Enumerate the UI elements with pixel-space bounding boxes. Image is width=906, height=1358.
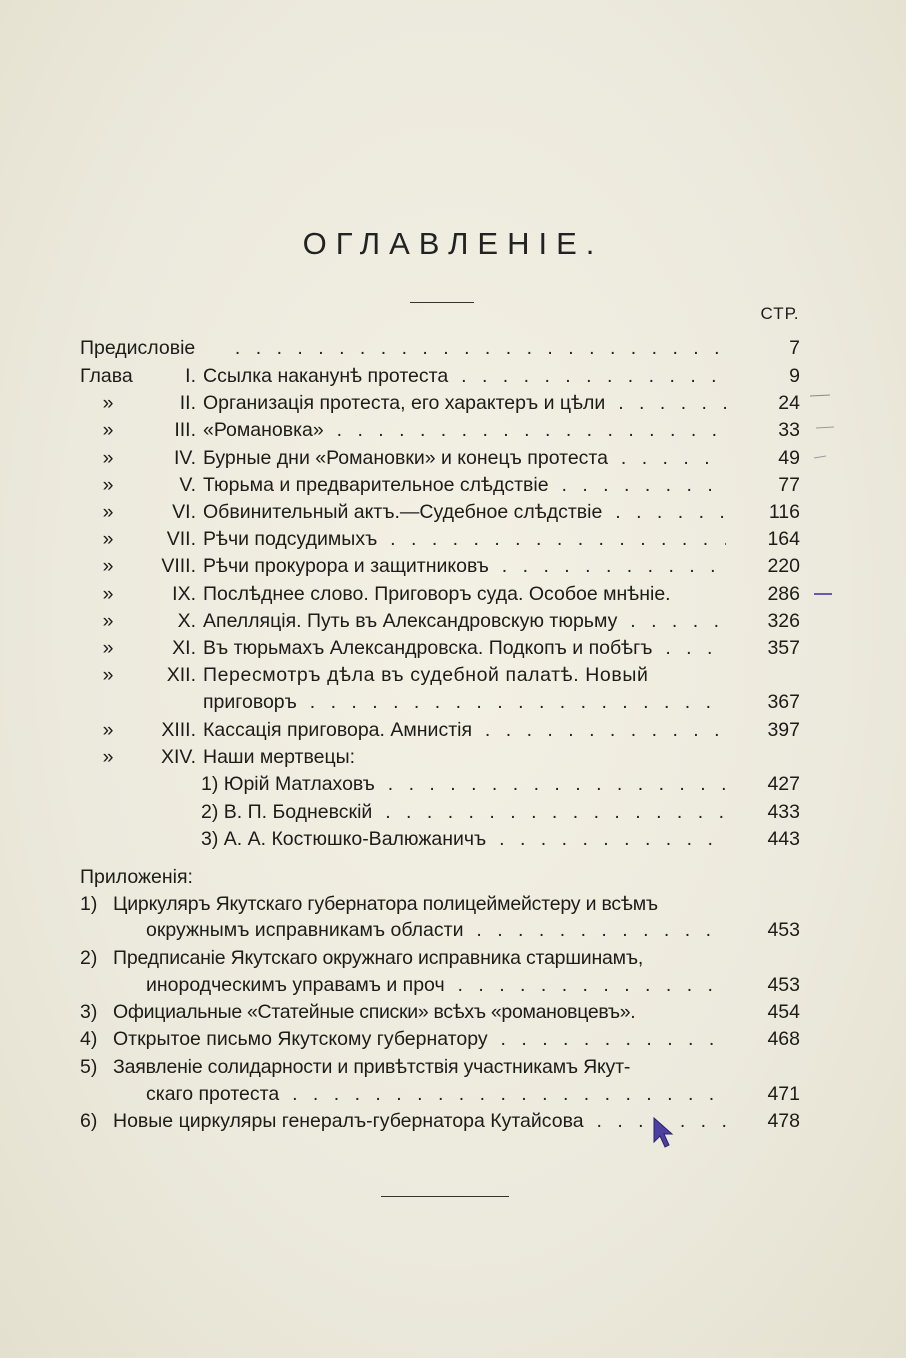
leader-dots: [476, 718, 726, 742]
ditto-mark: »: [102, 719, 114, 741]
entry-title: Кассація приговора. Амнистія: [203, 719, 473, 741]
entry-page: 77: [778, 474, 800, 496]
toc-entry: [0, 527, 906, 551]
toc-entry: [0, 772, 906, 796]
appendix-text: Открытое письмо Якутскому губернатору: [113, 1028, 488, 1050]
chapter-number: IV.: [173, 447, 196, 469]
entry-page: 33: [778, 419, 800, 441]
entry-title: Ссылка наканунѣ протеста: [203, 365, 449, 387]
entry-title: Организація протеста, его характеръ и цѣли: [203, 392, 606, 414]
toc-entry: [0, 582, 906, 606]
toc-entry: [0, 745, 906, 769]
entry-title: приговоръ: [203, 691, 297, 713]
leader-dots: [612, 446, 726, 470]
ditto-mark: »: [102, 447, 114, 469]
entry-page: 427: [767, 773, 800, 795]
toc-entry: [0, 336, 906, 360]
appendix-heading: Приложенія:: [80, 866, 193, 888]
entry-title: 2) В. П. Бодневскій: [201, 801, 373, 823]
appendix-entry: [0, 1082, 906, 1106]
margin-marks: [806, 386, 836, 476]
entry-title: Послѣднее слово. Приговоръ суда. Особое мнѣніе.: [203, 583, 671, 605]
entry-page: 443: [767, 828, 800, 850]
entry-title: 3) А. А. Костюшко-Валюжаничъ: [201, 828, 487, 850]
ditto-mark: »: [102, 664, 114, 686]
ditto-mark: »: [102, 501, 114, 523]
toc-entry: [0, 827, 906, 851]
entry-title: Наши мертвецы:: [203, 746, 356, 768]
leader-dots: [621, 609, 726, 633]
leader-dots: [376, 800, 726, 824]
chapter-number: XIV.: [160, 746, 196, 768]
ditto-mark: »: [102, 637, 114, 659]
chapter-number: I.: [185, 365, 196, 387]
leader-dots: [301, 690, 726, 714]
toc-entry: [0, 473, 906, 497]
appendix-text: Новые циркуляры генералъ-губернатора Кутайсова: [113, 1110, 584, 1132]
entry-page: 9: [789, 365, 800, 387]
entry-page: 286: [767, 583, 800, 605]
appendix-number: 4): [80, 1028, 98, 1050]
entry-title: Рѣчи подсудимыхъ: [203, 528, 378, 550]
entry-title: Въ тюрьмахъ Александровска. Подкопъ и побѣгъ: [203, 637, 653, 659]
appendix-text: Официальные «Статейные списки» всѣхъ «романовцевъ».: [113, 1001, 636, 1023]
toc-entry: [0, 364, 906, 388]
entry-title: Бурные дни «Романовки» и конецъ протеста: [203, 447, 608, 469]
appendix-text: Циркуляръ Якутскаго губернатора полицеймейстеру и всѣмъ: [113, 893, 658, 915]
entry-page: 116: [768, 501, 800, 523]
appendix-entry: [0, 918, 906, 942]
leader-dots: [226, 336, 726, 360]
chapter-number: III.: [174, 419, 196, 441]
appendix-page: 453: [767, 974, 800, 996]
appendix-entry: [0, 1109, 906, 1133]
entry-page: 357: [767, 637, 800, 659]
mouse-cursor-icon: [652, 1116, 676, 1150]
entry-title: «Романовка»: [203, 419, 324, 441]
ditto-mark: »: [102, 583, 114, 605]
entry-page: 7: [789, 337, 800, 359]
leader-dots: [467, 918, 726, 942]
entry-page: 326: [767, 610, 800, 632]
ditto-mark: »: [102, 746, 114, 768]
appendix-text: Заявленіе солидарности и привѣтствія участникамъ Якут-: [113, 1056, 631, 1078]
divider-bottom: [381, 1196, 509, 1197]
leader-dots: [379, 772, 726, 796]
chapter-number: XI.: [172, 637, 196, 659]
page-column-label: СТР.: [760, 304, 800, 323]
ditto-mark: »: [102, 474, 114, 496]
toc-entry: [0, 554, 906, 578]
appendix-text: Предписаніе Якутскаго окружнаго исправника старшинамъ,: [113, 947, 644, 969]
margin-mark-purple: [812, 586, 836, 602]
ditto-mark: »: [102, 610, 114, 632]
appendix-page: 453: [767, 919, 800, 941]
toc-entry: [0, 690, 906, 714]
appendix-page: 478: [767, 1110, 800, 1132]
entry-title: Тюрьма и предварительное слѣдствіе: [203, 474, 549, 496]
chapter-number: XII.: [166, 664, 196, 686]
toc-entry: [0, 636, 906, 660]
chapter-number: VII.: [166, 528, 196, 550]
toc-entry: [0, 609, 906, 633]
appendix-number: 5): [80, 1056, 98, 1078]
entry-title: 1) Юрій Матлаховъ: [201, 773, 375, 795]
entry-label: Глава: [80, 365, 133, 387]
entry-title: Пересмотръ дѣла въ судебной палатѣ. Новый: [203, 664, 649, 686]
chapter-number: II.: [179, 392, 196, 414]
leader-dots: [490, 827, 726, 851]
ditto-mark: »: [102, 419, 114, 441]
leader-dots: [493, 554, 726, 578]
ditto-mark: »: [102, 555, 114, 577]
toc-entry: [0, 500, 906, 524]
appendix-entry: [0, 1027, 906, 1051]
page-title: ОГЛАВЛЕНІЕ.: [302, 226, 604, 261]
leader-dots: [283, 1082, 726, 1106]
toc-entry: [0, 800, 906, 824]
chapter-number: V.: [179, 474, 196, 496]
entry-label: Предисловіе: [80, 337, 196, 359]
entry-title: Рѣчи прокурора и защитниковъ: [203, 555, 489, 577]
appendix-number: 2): [80, 947, 98, 969]
appendix-page: 471: [767, 1083, 800, 1105]
appendix-number: 3): [80, 1001, 98, 1023]
leader-dots: [449, 973, 726, 997]
chapter-number: VI.: [172, 501, 196, 523]
leader-dots: [452, 364, 726, 388]
appendix-text: окружнымъ исправникамъ области: [146, 919, 464, 941]
appendix-heading-line: [0, 865, 906, 889]
entry-title: Обвинительный актъ.—Судебное слѣдствіе: [203, 501, 603, 523]
leader-dots: [553, 473, 726, 497]
appendix-number: 1): [80, 893, 98, 915]
leader-dots: [492, 1027, 726, 1051]
entry-title: Апелляція. Путь въ Александровскую тюрьму: [203, 610, 618, 632]
entry-page: 220: [767, 555, 800, 577]
appendix-text: скаго протеста: [146, 1083, 280, 1105]
appendix-entry: [0, 1055, 906, 1079]
leader-dots: [328, 418, 726, 442]
ditto-mark: »: [102, 528, 114, 550]
divider-top: [410, 302, 474, 303]
entry-page: 24: [778, 392, 800, 414]
appendix-page: 468: [767, 1028, 800, 1050]
leader-dots: [609, 391, 726, 415]
leader-dots: [606, 500, 726, 524]
entry-page: 49: [778, 447, 800, 469]
entry-page: 164: [767, 528, 800, 550]
entry-page: 367: [767, 691, 800, 713]
toc-entry: [0, 391, 906, 415]
chapter-number: IX.: [172, 583, 196, 605]
appendix-text: инородческимъ управамъ и проч: [146, 974, 445, 996]
appendix-number: 6): [80, 1110, 98, 1132]
appendix-entry: [0, 1000, 906, 1024]
chapter-number: XIII.: [161, 719, 196, 741]
entry-page: 397: [767, 719, 800, 741]
leader-dots: [381, 527, 726, 551]
chapter-number: VIII.: [161, 555, 196, 577]
chapter-number: X.: [177, 610, 196, 632]
appendix-entry: [0, 946, 906, 970]
toc-entry: [0, 718, 906, 742]
toc-entry: [0, 663, 906, 687]
leader-dots: [656, 636, 726, 660]
appendix-page: 454: [767, 1001, 800, 1023]
toc-entry: [0, 418, 906, 442]
ditto-mark: »: [102, 392, 114, 414]
toc-entry: [0, 446, 906, 470]
entry-page: 433: [767, 801, 800, 823]
appendix-entry: [0, 892, 906, 916]
appendix-entry: [0, 973, 906, 997]
